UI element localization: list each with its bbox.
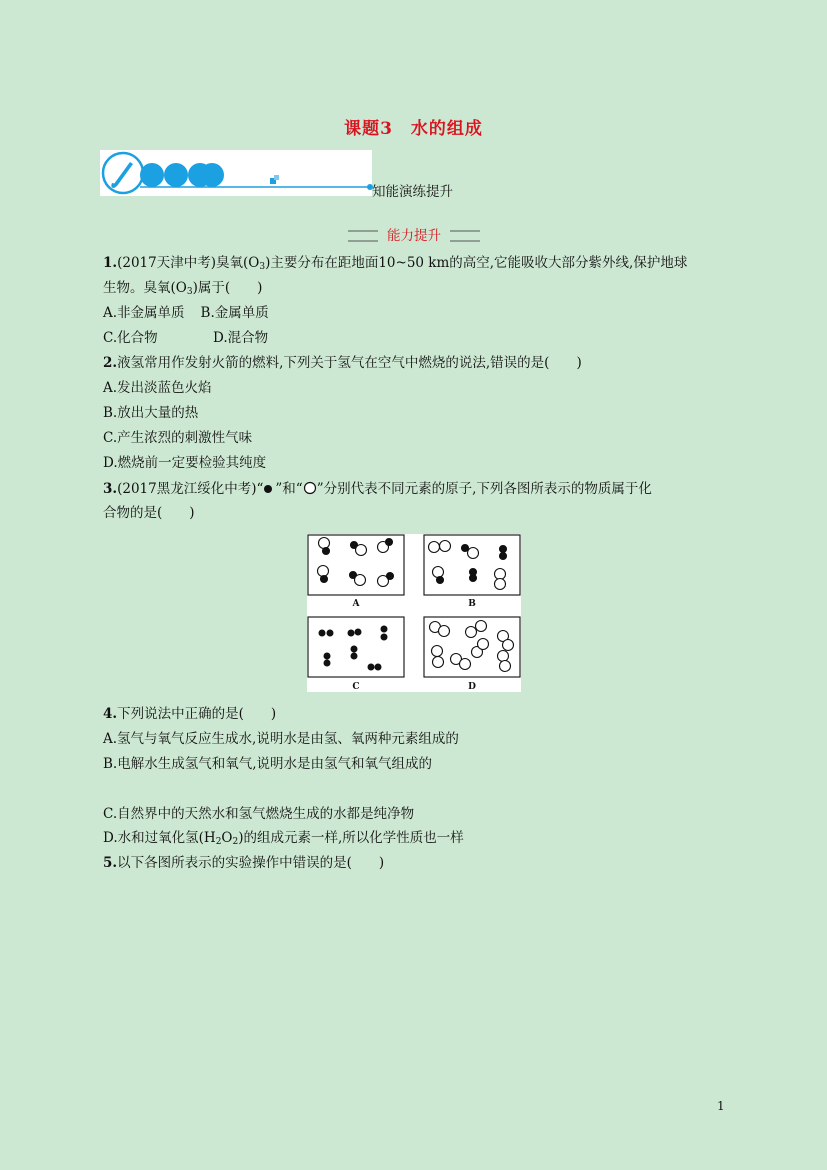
q3-text-c: ”分别代表不同元素的原子,下列各图所表示的物质属于化 (316, 481, 652, 497)
q4-option-d (103, 829, 464, 851)
q4-d-sub2: 2 (232, 837, 239, 847)
q1-number: 1. (103, 255, 118, 271)
q5-text: 以下各图所表示的实验操作中错误的是( ) (117, 855, 385, 871)
q4-stem (103, 705, 276, 723)
q1-option-a: A.非金属单质 (103, 305, 185, 321)
q4-option-a: A.氢气与氧气反应生成水,说明水是由氢、氧两种元素组成的 (103, 731, 459, 747)
q1-text-a: (2017天津中考)臭氧(O (117, 255, 260, 271)
q1-text-b: )主要分布在距地面10~50 km的高空,它能吸收大部分紫外线,保护地球 (265, 255, 688, 271)
banner-label: 知能演练提升 (372, 184, 453, 200)
q2-option-d: D.燃烧前一定要检验其纯度 (103, 455, 267, 471)
figure-label-d: D (468, 682, 476, 692)
white-atom-icon (303, 481, 317, 495)
q4-number: 4. (103, 706, 118, 722)
section-label: 能力提升 (387, 228, 441, 244)
molecule-figure (307, 534, 521, 692)
q5-stem (103, 854, 384, 872)
q2-option-a: A.发出淡蓝色火焰 (103, 380, 212, 396)
q4-option-b: B.电解水生成氢气和氧气,说明水是由氢气和氧气组成的 (103, 756, 433, 772)
q4-d-text-b: O (221, 830, 233, 846)
q4-text: 下列说法中正确的是( ) (117, 706, 277, 722)
q1-sub: 3 (259, 262, 266, 272)
q3-line1 (103, 480, 652, 498)
q3-number: 3. (103, 481, 118, 497)
q2-option-b: B.放出大量的热 (103, 405, 199, 421)
q1-options-row2 (103, 329, 268, 347)
q1-line2 (103, 279, 262, 301)
q4-d-sub1: 2 (215, 837, 222, 847)
q4-d-text-a: D.水和过氧化氢(H (103, 830, 216, 846)
q1-option-c: C.化合物 (103, 330, 158, 346)
q3-line2: 合物的是( ) (103, 505, 195, 521)
q1-option-b: B.金属单质 (200, 305, 269, 321)
figure-label-c: C (352, 682, 360, 692)
page-title: 课题3 水的组成 (344, 119, 483, 139)
figure-label-a: A (352, 599, 360, 609)
q1-text2-b: )属于( ) (192, 280, 263, 296)
q1-text2-a: 生物。臭氧(O (103, 280, 187, 296)
q2-number: 2. (103, 355, 118, 371)
figure-label-b: B (468, 599, 476, 609)
black-atom-icon (263, 482, 275, 494)
q4-d-text-c: )的组成元素一样,所以化学性质也一样 (238, 830, 464, 846)
q4-option-c: C.自然界中的天然水和氢气燃烧生成的水都是纯净物 (103, 806, 415, 822)
section-banner (100, 150, 390, 196)
q1-option-d: D.混合物 (213, 330, 269, 346)
q3-text-b: ”和“ (275, 481, 303, 497)
q1-sub2: 3 (186, 287, 193, 297)
page-number: 1 (717, 1099, 725, 1113)
q1-options-row1 (103, 304, 269, 322)
q2-stem (103, 354, 582, 372)
q2-option-c: C.产生浓烈的刺激性气味 (103, 430, 253, 446)
q5-number: 5. (103, 855, 118, 871)
q1-line1 (103, 254, 687, 276)
q3-text-a: (2017黑龙江绥化中考)“ (117, 481, 264, 497)
q2-text: 液氢常用作发射火箭的燃料,下列关于氢气在空气中燃烧的说法,错误的是( ) (117, 355, 582, 371)
